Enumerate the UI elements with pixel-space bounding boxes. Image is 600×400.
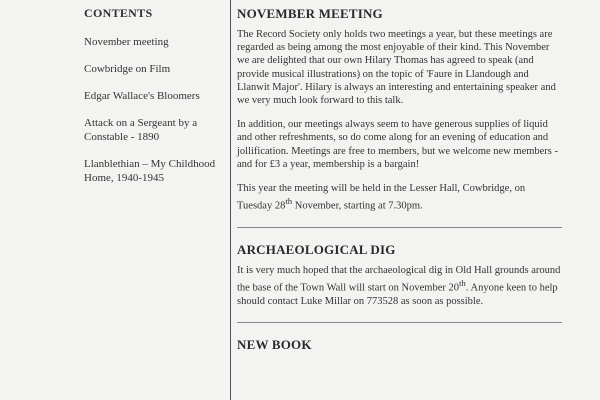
contents-list — [84, 35, 224, 185]
section-rule-2 — [237, 322, 562, 323]
dig-paragraph — [237, 264, 562, 308]
archaeological-dig-heading: ARCHAEOLOGICAL DIG — [237, 241, 396, 257]
november-p3-sup: th — [285, 196, 293, 207]
november-paragraph-3 — [237, 182, 562, 213]
november-p3-text-end: November, starting at 7.30pm. — [292, 200, 423, 212]
new-book-heading: NEW BOOK — [237, 337, 312, 353]
section-rule-1 — [237, 227, 562, 228]
dig-text-end: . Anyone keen to help should contact Luke Millar on 773528 as soon as possible. — [237, 282, 558, 307]
column-divider — [230, 0, 231, 400]
contents-item-attack-on-sergeant: Attack on a Sergeant by a Constable - 1890 — [84, 117, 198, 143]
contents-item-llanblethian: Llanblethian – My Childhood Home, 1940-1945 — [84, 158, 216, 184]
november-paragraph-1: The Record Society only holds two meetings a year, but these meetings are regarded as being among the most enjoyable of their kind. This November we are delighted that our own Hilary Thomas has agreed to speak (and provide musical illustrations) on the topic of 'Faure in Llandough and Llanwit Major'. Hilary is always an interesting and entertaining speaker and we very much look forward to this talk. — [237, 29, 556, 107]
main-column — [237, 6, 562, 359]
dig-sup: th — [459, 278, 466, 289]
november-meeting-heading: NOVEMBER MEETING — [237, 6, 383, 21]
contents-column — [84, 6, 224, 198]
november-paragraph-2: In addition, our meetings always seem to have generous supplies of liquid and other refreshments, so do come along for an evening of education and jollification. Meetings are free to members, but we welcome new members - and for £3 a year, membership is a bargain! — [237, 119, 559, 170]
contents-heading: CONTENTS — [84, 6, 153, 20]
contents-item-cowbridge-on-film: Cowbridge on Film — [84, 63, 171, 75]
dig-text: It is very much hoped that the archaeological dig in Old Hall grounds around the base of the Town Wall will start on November 20 — [237, 264, 561, 294]
contents-item-november-meeting: November meeting — [84, 36, 169, 48]
contents-item-edgar-wallace: Edgar Wallace's Bloomers — [84, 90, 200, 102]
november-p3-text: This year the meeting will be held in the Lesser Hall, Cowbridge, on Tuesday 28 — [237, 183, 526, 212]
